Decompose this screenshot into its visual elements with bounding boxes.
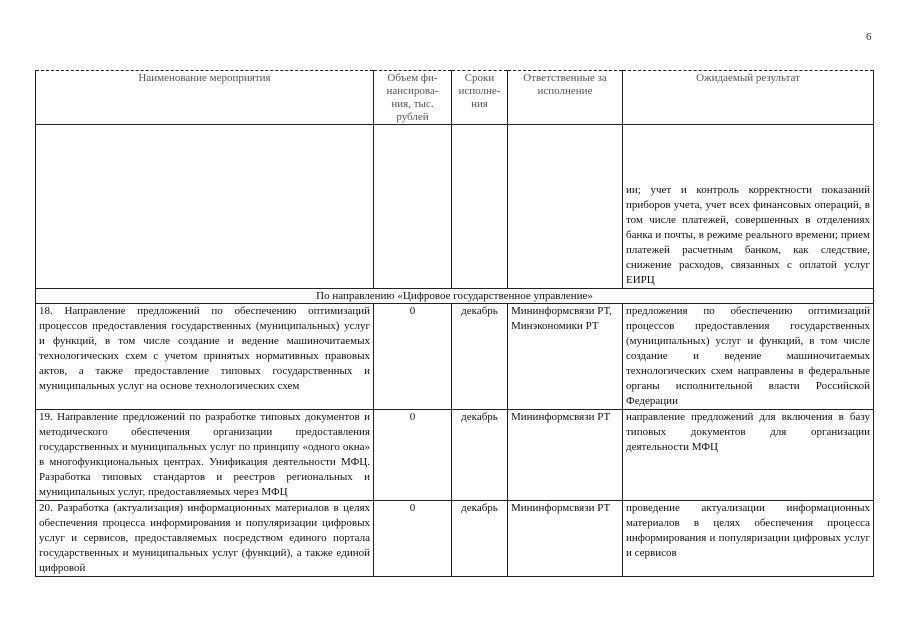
cell-funding	[374, 125, 452, 289]
cell-responsible: Мининформсвязи РТ, Минэкономики РТ	[508, 304, 623, 410]
table-row-continuation	[36, 125, 874, 289]
cell-funding: 0	[374, 410, 452, 501]
table-row	[36, 304, 874, 410]
cell-responsible	[508, 125, 623, 289]
cell-result: направление предложений для включения в базу типовых документов для организации деятельности МФЦ	[623, 410, 874, 501]
section-title: По направлению «Цифровое государственное управление»	[36, 289, 874, 304]
cell-name: 18. Направление предложений по обеспечению оптимизаций процессов предоставления государственных (муниципальных) услуг и функций, в том числе создание и ведение машиночитаемых технологических схем с учетом принятых нормативных правовых актов, а также предоставление типовых государственных и муниципальных услуг на основе технологических схем	[36, 304, 374, 410]
cell-result-continuation: ии; учет и контроль корректности показаний приборов учета, учет всех финансовых операций, в том числе платежей, совершенных в отделениях банка и почты, в режиме реального времени; прием платежей расчетным банком, как следствие, снижение расходов, связанных с оплатой услуг ЕИРЦ	[623, 125, 874, 289]
cell-name	[36, 125, 374, 289]
column-header-name: Наименование мероприятия	[36, 71, 374, 125]
cell-name: 20. Разработка (актуализация) информационных материалов в целях обеспечения процесса информирования и популяризации цифровых услуг и сервисов, предоставляемых посредством единого портала государственных и муниципальных услуг (функций), а также единой цифровой	[36, 501, 374, 577]
cell-result: проведение актуализации информационных материалов в целях обеспечения процесса информирования и популяризации цифровых услуг и сервисов	[623, 501, 874, 577]
cell-name: 19. Направление предложений по разработке типовых документов и методического обеспечения организации предоставления государственных и муниципальных услуг по принципу «одного окна» в многофункциональных центрах. Унификация деятельности МФЦ. Разработка типовых стандартов и реестров региональных и муниципальных услуг, предоставляемых через МФЦ	[36, 410, 374, 501]
cell-result: предложения по обеспечению оптимизаций процессов предоставления государственных (муниципальных) услуг и функций, в том числе создание и ведение машиночитаемых технологических схем направлены в федеральные органы исполнительной власти Российской Федерации	[623, 304, 874, 410]
cell-funding: 0	[374, 501, 452, 577]
cell-deadline: декабрь	[452, 501, 508, 577]
table-header-row	[36, 71, 874, 125]
cell-deadline: декабрь	[452, 410, 508, 501]
section-row	[36, 289, 874, 304]
table-row	[36, 501, 874, 577]
cell-funding: 0	[374, 304, 452, 410]
action-plan-table	[35, 70, 874, 577]
column-header-funding: Объем фи-нансирова-ния, тыс. рублей	[374, 71, 452, 125]
page-number: 6	[866, 31, 872, 43]
column-header-responsible: Ответственные за исполнение	[508, 71, 623, 125]
cell-responsible: Мининформсвязи РТ	[508, 410, 623, 501]
cell-deadline: декабрь	[452, 304, 508, 410]
cell-responsible: Мининформсвязи РТ	[508, 501, 623, 577]
column-header-result: Ожидаемый результат	[623, 71, 874, 125]
cell-deadline	[452, 125, 508, 289]
column-header-deadline: Сроки исполне-ния	[452, 71, 508, 125]
table-row	[36, 410, 874, 501]
